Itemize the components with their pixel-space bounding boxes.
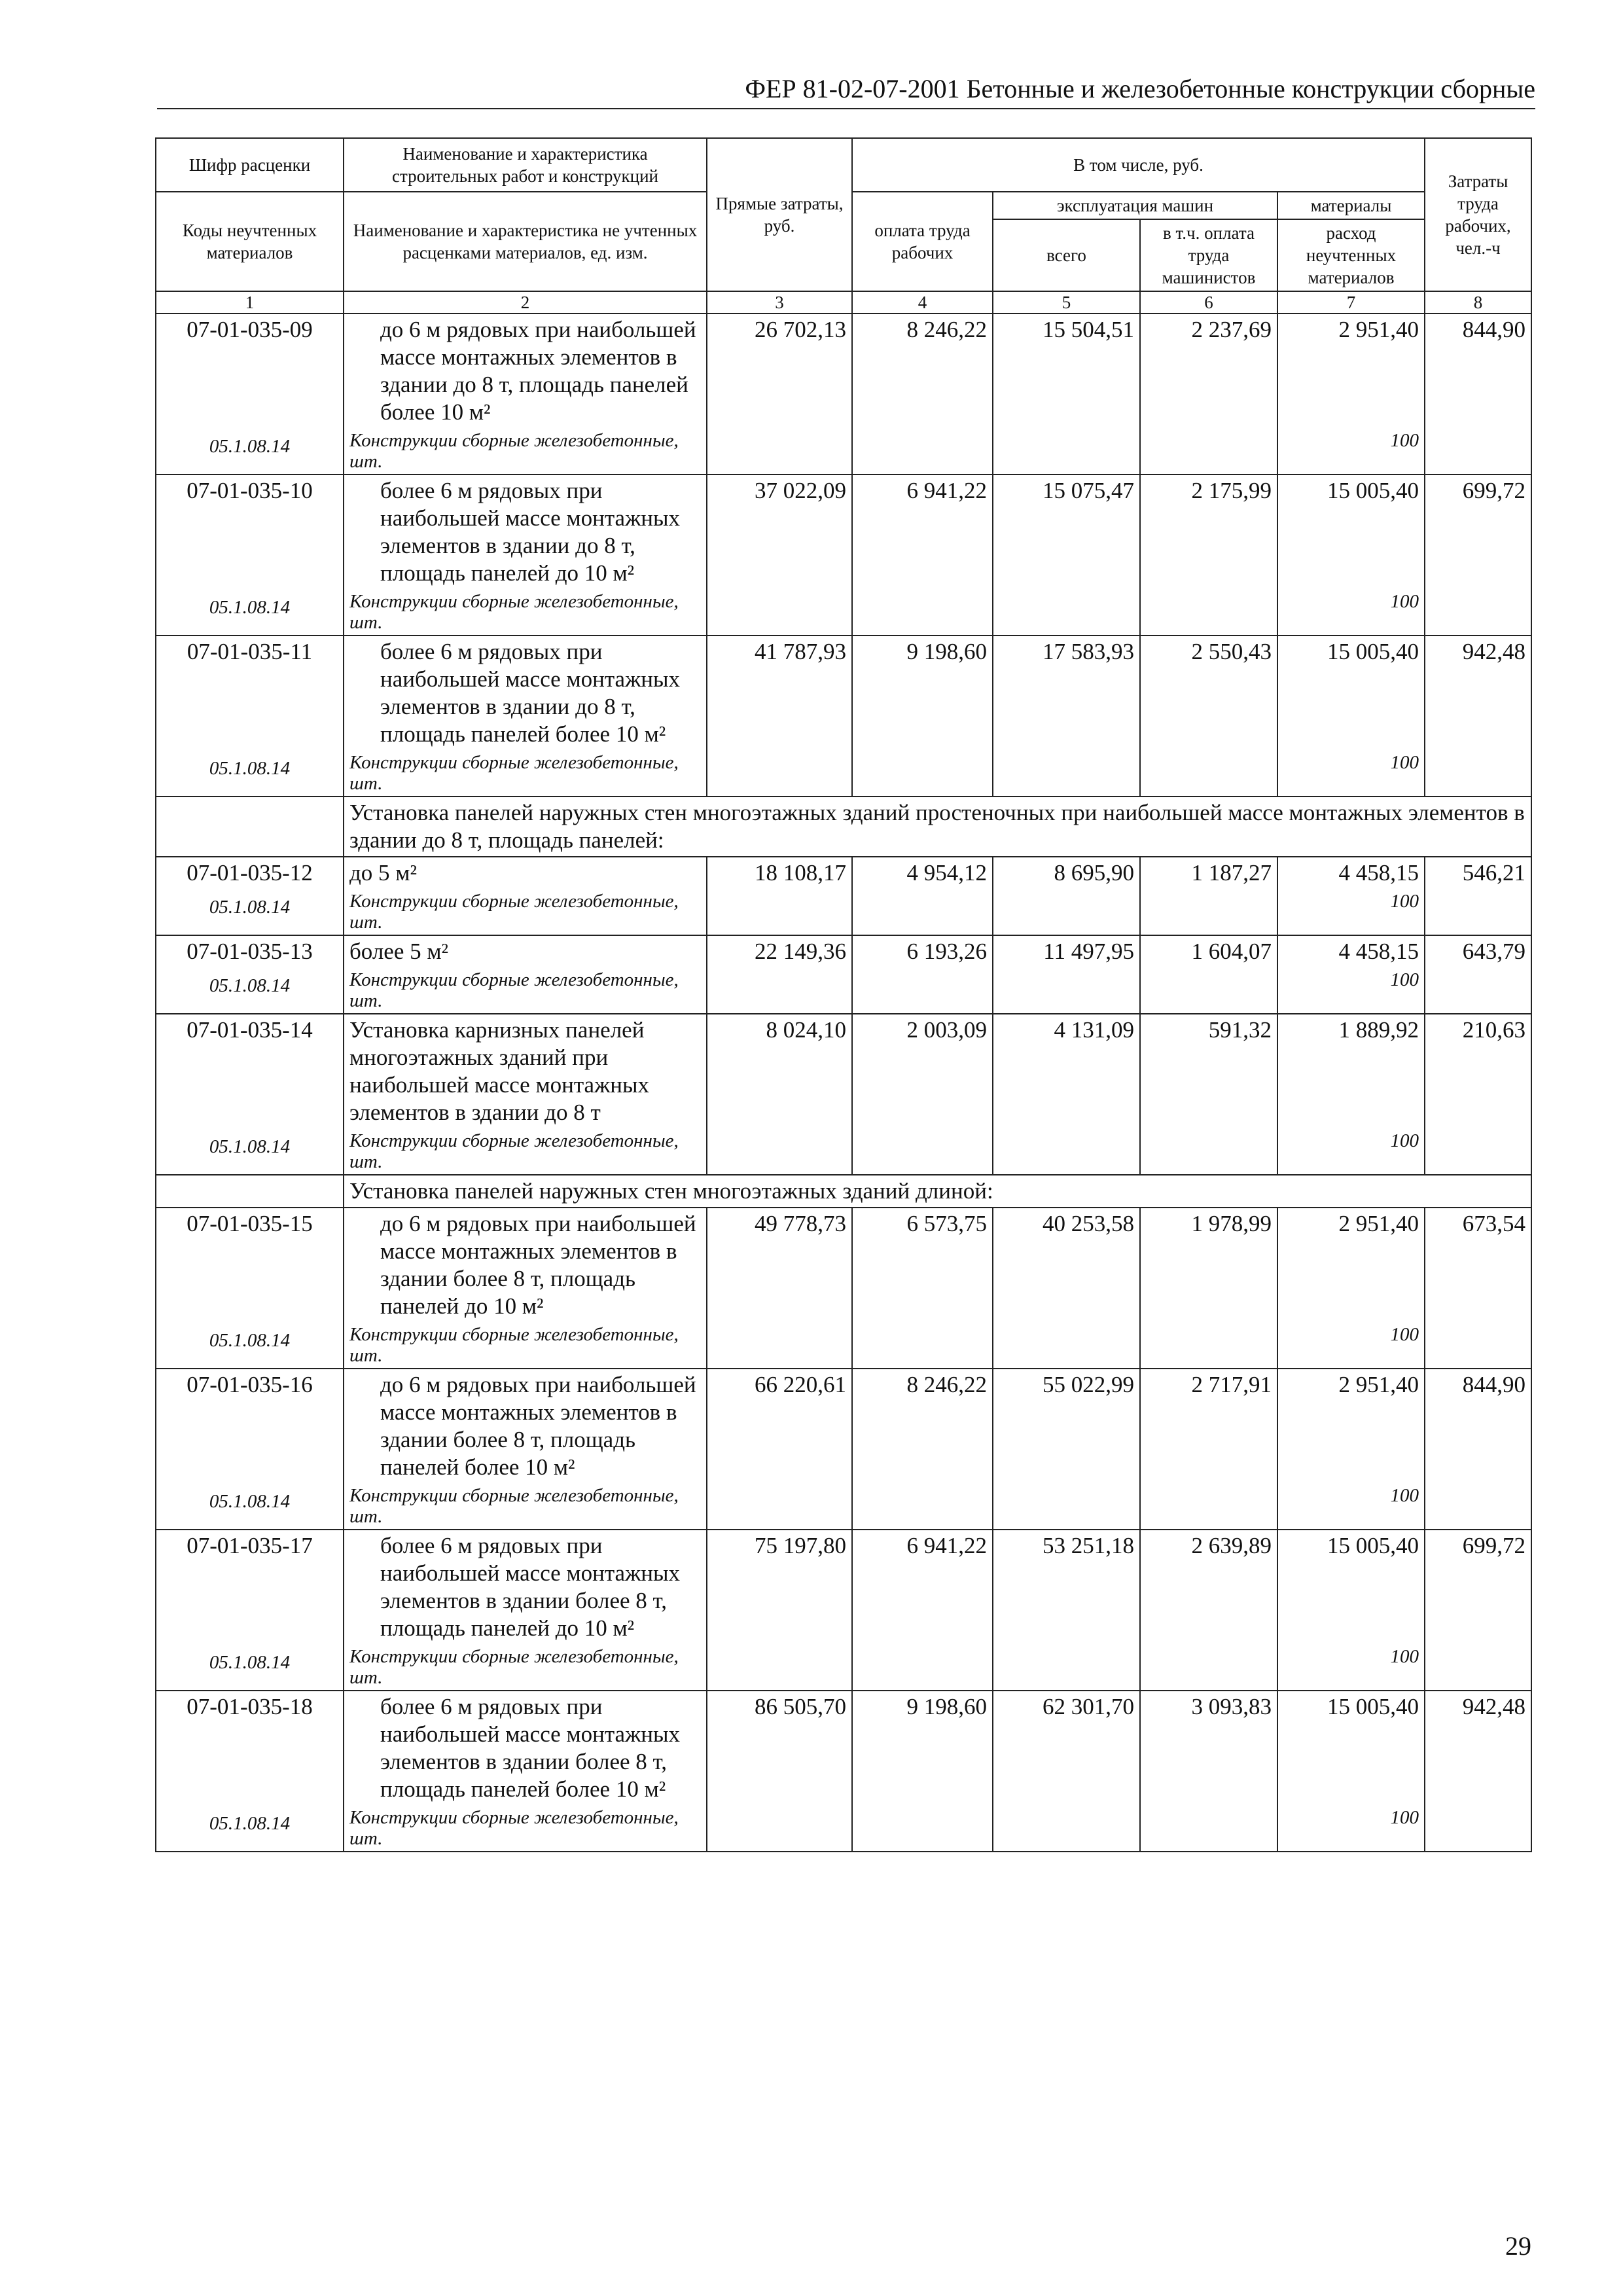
header-materials-usage: расход неучтенных материалов [1277,219,1425,291]
empty-cell [707,589,852,636]
empty-cell [1140,428,1277,475]
table-row [156,935,1531,967]
empty-cell [852,428,993,475]
material-code: 05.1.08.14 [156,589,344,636]
empty-cell [993,1322,1140,1369]
material-qty: 100 [1277,1128,1425,1175]
header-machines-total: всего [993,219,1140,291]
empty-cell [707,967,852,1014]
section-heading: Установка панелей наружных стен многоэтажных зданий длиной: [344,1175,1531,1208]
header-incl: В том числе, руб. [852,138,1425,192]
empty-cell [852,1128,993,1175]
col-number: 4 [852,291,993,314]
machines-total-value: 15 504,51 [993,314,1140,428]
labor-pay-value: 6 573,75 [852,1208,993,1322]
material-qty: 100 [1277,967,1425,1014]
empty-cell [993,889,1140,935]
table-row [156,1014,1531,1128]
material-code: 05.1.08.14 [156,1805,344,1852]
materials-value: 4 458,15 [1277,857,1425,889]
table-header [156,138,1531,314]
rate-code: 07-01-035-18 [156,1691,344,1805]
material-row [156,1644,1531,1691]
empty-cell [1425,889,1531,935]
material-name: Конструкции сборные железобетонные, шт. [344,428,707,475]
rate-code: 07-01-035-13 [156,935,344,967]
direct-costs-value: 26 702,13 [707,314,852,428]
empty-cell [993,1805,1140,1852]
labor-hours-value: 699,72 [1425,1530,1531,1644]
rate-code: 07-01-035-17 [156,1530,344,1644]
machines-operator-value: 1 604,07 [1140,935,1277,967]
material-qty: 100 [1277,589,1425,636]
empty-cell [852,1483,993,1530]
material-qty: 100 [1277,1805,1425,1852]
empty-cell [1425,1483,1531,1530]
material-name: Конструкции сборные железобетонные, шт. [344,1483,707,1530]
section-heading: Установка панелей наружных стен многоэтажных зданий простеночных при наибольшей массе монтажных элементов в здании до 8 т, площадь панелей: [344,797,1531,857]
col-number: 8 [1425,291,1531,314]
header-name-top: Наименование и характеристика строительных работ и конструкций [344,138,707,192]
material-row [156,589,1531,636]
machines-operator-value: 2 550,43 [1140,636,1277,750]
direct-costs-value: 86 505,70 [707,1691,852,1805]
rate-code: 07-01-035-10 [156,475,344,589]
table-row [156,314,1531,428]
page-number: 29 [1505,2231,1531,2261]
labor-pay-value: 2 003,09 [852,1014,993,1128]
rate-code: 07-01-035-16 [156,1369,344,1483]
labor-pay-value: 6 941,22 [852,475,993,589]
labor-pay-value: 8 246,22 [852,314,993,428]
material-code: 05.1.08.14 [156,889,344,935]
material-name: Конструкции сборные железобетонные, шт. [344,1128,707,1175]
material-code: 05.1.08.14 [156,1128,344,1175]
empty-cell [852,889,993,935]
machines-total-value: 17 583,93 [993,636,1140,750]
direct-costs-value: 49 778,73 [707,1208,852,1322]
labor-pay-value: 4 954,12 [852,857,993,889]
empty-cell [707,750,852,797]
table-row [156,1691,1531,1805]
empty-cell [852,750,993,797]
direct-costs-value: 66 220,61 [707,1369,852,1483]
labor-hours-value: 643,79 [1425,935,1531,967]
empty-cell [1425,750,1531,797]
empty-cell [1140,889,1277,935]
labor-pay-value: 6 193,26 [852,935,993,967]
rate-description: более 6 м рядовых при наибольшей массе монтажных элементов в здании до 8 т, площадь панелей более 10 м² [344,636,707,750]
rate-description: до 6 м рядовых при наибольшей массе монтажных элементов в здании более 8 т, площадь панелей до 10 м² [344,1208,707,1322]
machines-operator-value: 2 717,91 [1140,1369,1277,1483]
empty-cell [707,1483,852,1530]
empty-cell [1425,428,1531,475]
machines-operator-value: 2 237,69 [1140,314,1277,428]
materials-value: 15 005,40 [1277,636,1425,750]
rate-code: 07-01-035-11 [156,636,344,750]
empty-cell [1425,1805,1531,1852]
col-number: 1 [156,291,344,314]
table-row [156,1369,1531,1483]
rate-code: 07-01-035-12 [156,857,344,889]
empty-cell [1425,967,1531,1014]
materials-value: 4 458,15 [1277,935,1425,967]
rate-description: до 6 м рядовых при наибольшей массе монтажных элементов в здании до 8 т, площадь панелей более 10 м² [344,314,707,428]
header-machines-operator: в т.ч. оплата труда машинистов [1140,219,1277,291]
col-number: 3 [707,291,852,314]
rate-description: до 6 м рядовых при наибольшей массе монтажных элементов в здании более 8 т, площадь панелей более 10 м² [344,1369,707,1483]
section-heading-row [156,1175,1531,1208]
table-row [156,1208,1531,1322]
machines-total-value: 4 131,09 [993,1014,1140,1128]
materials-value: 1 889,92 [1277,1014,1425,1128]
direct-costs-value: 18 108,17 [707,857,852,889]
empty-cell [993,1128,1140,1175]
header-code-top: Шифр расценки [156,138,344,192]
empty-cell [1140,1644,1277,1691]
empty-cell [1140,750,1277,797]
materials-value: 2 951,40 [1277,1369,1425,1483]
col-number: 5 [993,291,1140,314]
material-code: 05.1.08.14 [156,967,344,1014]
labor-pay-value: 8 246,22 [852,1369,993,1483]
rate-description: более 6 м рядовых при наибольшей массе монтажных элементов в здании более 8 т, площадь панелей более 10 м² [344,1691,707,1805]
header-materials: материалы [1277,192,1425,219]
material-name: Конструкции сборные железобетонные, шт. [344,1322,707,1369]
empty-cell [1140,1483,1277,1530]
empty-cell [993,750,1140,797]
empty-cell [993,1644,1140,1691]
labor-hours-value: 699,72 [1425,475,1531,589]
material-name: Конструкции сборные железобетонные, шт. [344,889,707,935]
machines-total-value: 55 022,99 [993,1369,1140,1483]
col-number: 6 [1140,291,1277,314]
empty-cell [852,1644,993,1691]
empty-cell [993,967,1140,1014]
empty-cell [993,589,1140,636]
machines-operator-value: 3 093,83 [1140,1691,1277,1805]
empty-cell [1140,1805,1277,1852]
rate-description: до 5 м² [344,857,707,889]
empty-cell [707,1322,852,1369]
material-code: 05.1.08.14 [156,750,344,797]
material-name: Конструкции сборные железобетонные, шт. [344,589,707,636]
header-code-bottom: Коды неучтенных материалов [156,192,344,291]
machines-total-value: 11 497,95 [993,935,1140,967]
empty-cell [1140,589,1277,636]
labor-hours-value: 844,90 [1425,1369,1531,1483]
labor-hours-value: 942,48 [1425,1691,1531,1805]
material-name: Конструкции сборные железобетонные, шт. [344,750,707,797]
machines-total-value: 15 075,47 [993,475,1140,589]
materials-value: 2 951,40 [1277,314,1425,428]
rates-table [155,137,1532,1852]
section-heading-row [156,797,1531,857]
column-numbers-row [156,291,1531,314]
material-row [156,750,1531,797]
empty-cell [852,1805,993,1852]
material-qty: 100 [1277,1644,1425,1691]
rate-code: 07-01-035-14 [156,1014,344,1128]
material-code: 05.1.08.14 [156,428,344,475]
empty-cell [156,1175,344,1208]
empty-cell [1140,1128,1277,1175]
table-row [156,636,1531,750]
material-row [156,1805,1531,1852]
material-qty: 100 [1277,750,1425,797]
material-qty: 100 [1277,1322,1425,1369]
material-row [156,1483,1531,1530]
empty-cell [1140,967,1277,1014]
col-number: 7 [1277,291,1425,314]
material-row [156,428,1531,475]
material-row [156,889,1531,935]
table-row [156,1530,1531,1644]
table-row [156,857,1531,889]
machines-operator-value: 1 187,27 [1140,857,1277,889]
rate-code: 07-01-035-09 [156,314,344,428]
machines-total-value: 62 301,70 [993,1691,1140,1805]
machines-operator-value: 591,32 [1140,1014,1277,1128]
material-qty: 100 [1277,889,1425,935]
labor-hours-value: 546,21 [1425,857,1531,889]
materials-value: 15 005,40 [1277,1530,1425,1644]
empty-cell [1425,1322,1531,1369]
materials-value: 15 005,40 [1277,475,1425,589]
rate-code: 07-01-035-15 [156,1208,344,1322]
machines-total-value: 8 695,90 [993,857,1140,889]
empty-cell [852,1322,993,1369]
direct-costs-value: 75 197,80 [707,1530,852,1644]
empty-cell [156,797,344,857]
empty-cell [1425,1644,1531,1691]
rate-description: более 5 м² [344,935,707,967]
material-code: 05.1.08.14 [156,1644,344,1691]
direct-costs-value: 37 022,09 [707,475,852,589]
col-number: 2 [344,291,707,314]
labor-pay-value: 9 198,60 [852,636,993,750]
material-code: 05.1.08.14 [156,1483,344,1530]
page-header-title: ФЕР 81-02-07-2001 Бетонные и железобетонные конструкции сборные [157,73,1535,109]
material-row [156,1322,1531,1369]
machines-total-value: 53 251,18 [993,1530,1140,1644]
material-name: Конструкции сборные железобетонные, шт. [344,967,707,1014]
table-row [156,475,1531,589]
labor-pay-value: 9 198,60 [852,1691,993,1805]
header-labor-pay: оплата труда рабочих [852,192,993,291]
material-row [156,1128,1531,1175]
material-name: Конструкции сборные железобетонные, шт. [344,1644,707,1691]
labor-hours-value: 673,54 [1425,1208,1531,1322]
rate-description: более 6 м рядовых при наибольшей массе монтажных элементов в здании более 8 т, площадь панелей до 10 м² [344,1530,707,1644]
material-code: 05.1.08.14 [156,1322,344,1369]
labor-pay-value: 6 941,22 [852,1530,993,1644]
machines-operator-value: 2 175,99 [1140,475,1277,589]
empty-cell [707,428,852,475]
header-name-bottom: Наименование и характеристика не учтенных расценками материалов, ед. изм. [344,192,707,291]
machines-operator-value: 2 639,89 [1140,1530,1277,1644]
header-machines: эксплуатация машин [993,192,1277,219]
empty-cell [707,1805,852,1852]
empty-cell [1140,1322,1277,1369]
labor-hours-value: 942,48 [1425,636,1531,750]
material-qty: 100 [1277,1483,1425,1530]
table-body [156,314,1531,1852]
labor-hours-value: 844,90 [1425,314,1531,428]
empty-cell [707,889,852,935]
materials-value: 2 951,40 [1277,1208,1425,1322]
direct-costs-value: 22 149,36 [707,935,852,967]
material-qty: 100 [1277,428,1425,475]
empty-cell [993,428,1140,475]
empty-cell [707,1128,852,1175]
machines-operator-value: 1 978,99 [1140,1208,1277,1322]
machines-total-value: 40 253,58 [993,1208,1140,1322]
material-row [156,967,1531,1014]
empty-cell [707,1644,852,1691]
empty-cell [1425,1128,1531,1175]
empty-cell [852,589,993,636]
header-labor-costs: Затраты труда рабочих, чел.-ч [1425,138,1531,291]
rate-description: более 6 м рядовых при наибольшей массе монтажных элементов в здании до 8 т, площадь панелей до 10 м² [344,475,707,589]
empty-cell [1425,589,1531,636]
labor-hours-value: 210,63 [1425,1014,1531,1128]
empty-cell [993,1483,1140,1530]
direct-costs-value: 8 024,10 [707,1014,852,1128]
material-name: Конструкции сборные железобетонные, шт. [344,1805,707,1852]
rate-description: Установка карнизных панелей многоэтажных зданий при наибольшей массе монтажных элементов в здании до 8 т [344,1014,707,1128]
direct-costs-value: 41 787,93 [707,636,852,750]
empty-cell [852,967,993,1014]
materials-value: 15 005,40 [1277,1691,1425,1805]
header-direct-costs: Прямые затраты, руб. [707,138,852,291]
